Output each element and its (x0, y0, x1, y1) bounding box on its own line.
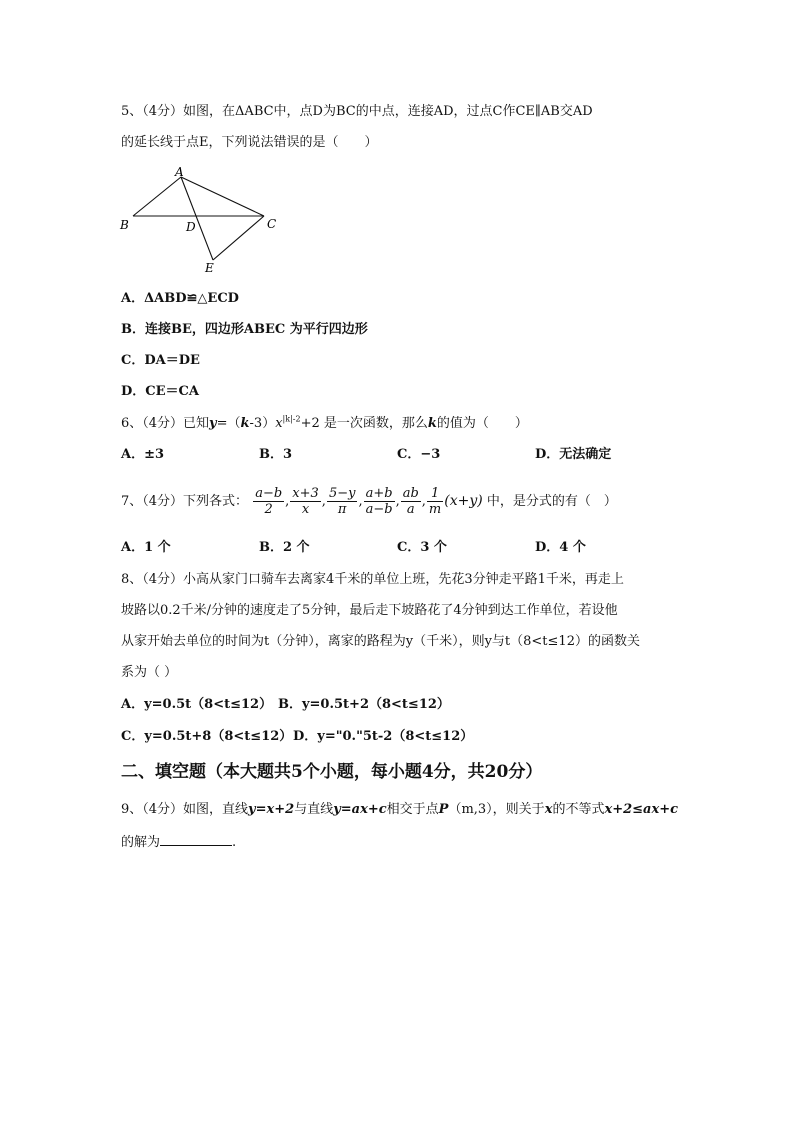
label-D: D (186, 220, 196, 234)
q7-option-a: A．1 个 (121, 540, 171, 555)
q7-sep-1: , (285, 494, 290, 509)
q6-plus2: +2 是一次函数，那么 (300, 416, 428, 431)
q9-x: x (544, 802, 553, 817)
q7-f4-denominator: a−b (365, 502, 393, 517)
q8-stem-line4: 系为（ ） (121, 665, 178, 680)
q6-option-c: C．−3 (397, 447, 441, 462)
q5-option-d: D．CE＝CA (121, 384, 199, 399)
q7-fraction-6 (427, 486, 443, 517)
q6-option-b: B．3 (259, 447, 293, 462)
q6-k2: k (427, 416, 437, 431)
q9-mid3: ，则关于 (492, 802, 545, 817)
q7-option-d: D．4 个 (535, 540, 586, 555)
q6-k: k (240, 416, 250, 431)
q5-stem-line1: 5、（4分）如图，在ΔABC中，点D为BC的中点，连接AD，过点C作CE∥AB交AD (121, 104, 593, 119)
q5-option-b: B．连接BE，四边形ABEC 为平行四边形 (121, 322, 368, 337)
q6-option-d: D．无法确定 (535, 447, 612, 462)
q7-fraction-2 (290, 486, 321, 517)
q5-stem-line2: 的延长线于点E，下列说法错误的是（ ） (121, 135, 378, 150)
q6-stem (121, 416, 528, 432)
q7-f6-denominator: m (428, 502, 442, 517)
q9-mid2: 相交于点 (386, 802, 439, 817)
q7-sep-4: , (395, 494, 400, 509)
q6-exponent: |k|-2 (282, 414, 301, 424)
q5-option-a: A．ΔABD≌△ECD (121, 291, 239, 306)
q9-eq2: y=ax+c (333, 802, 387, 817)
q7-sep-2: , (321, 494, 326, 509)
q7-fraction-1 (253, 486, 284, 517)
q7-f1-denominator: 2 (264, 502, 273, 517)
q7-f5-denominator: a (406, 502, 415, 517)
q7-sep-3: , (358, 494, 363, 509)
label-A: A (175, 165, 184, 179)
q8-option-a: A．y=0.5t（8<t≤12） (121, 697, 273, 712)
q7-f1-numerator: a−b (255, 486, 283, 501)
q7-f6-numerator: 1 (427, 486, 443, 502)
q7-f6-tail: (x+y) (444, 493, 483, 509)
label-C: C (267, 217, 277, 231)
q6-suffix: 的值为（ ） (436, 416, 528, 431)
section-2-heading: 二、填空题（本大题共5个小题，每小题4分，共20分） (121, 762, 543, 782)
q9-prefix: 9、（4分）如图，直线 (121, 802, 249, 817)
q7-fraction-5 (401, 486, 421, 517)
label-E: E (205, 261, 214, 275)
q7-f3-numerator: 5−y (328, 486, 356, 501)
q7-f5-numerator: ab (402, 486, 419, 501)
q9-stem-line2 (121, 833, 236, 851)
q6-x: x (275, 416, 283, 431)
segment-AB (133, 177, 181, 216)
q6-eq-open: =（ (216, 416, 241, 431)
label-B: B (120, 218, 129, 232)
q7-f2-numerator: x+3 (292, 486, 319, 501)
q7-sep-5: , (421, 494, 426, 509)
q7-f4-numerator: a+b (365, 486, 393, 501)
q6-y: y (209, 416, 217, 431)
q9-inequality: x+2≤ax+c (604, 802, 679, 817)
q9-mid1: 与直线 (294, 802, 334, 817)
q9-end: . (232, 835, 237, 850)
q8-stem-line2: 坡路以0.2千米/分钟的速度走了5分钟，最后走下坡路花了4分钟到达工作单位，若设他 (121, 603, 618, 618)
q7-f2-denominator: x (301, 502, 310, 517)
q9-eq1: y=x+2 (248, 802, 295, 817)
q8-option-d: D．y="0."5t-2（8<t≤12） (293, 729, 474, 744)
q6-prefix: 6、（4分）已知 (121, 416, 210, 431)
segment-CE (213, 216, 264, 260)
q8-stem-line1: 8、（4分）小高从家门口骑车去离家4千米的单位上班，先花3分钟走平路1千米，再走上 (121, 572, 624, 587)
q9-coord: （m,3） (448, 802, 493, 817)
q7-fraction-3 (327, 486, 358, 517)
q6-option-a: A．±3 (121, 447, 165, 462)
q9-line2-text: 的解为 (121, 835, 161, 850)
q7-stem (121, 484, 617, 519)
q5-triangle-figure (115, 163, 285, 278)
q9-point-p: P (438, 802, 449, 817)
q7-fraction-4 (364, 486, 395, 517)
q7-suffix: 中，是分式的有（ ） (486, 494, 617, 509)
q8-option-c: C．y=0.5t+8（8<t≤12） (121, 729, 293, 744)
q9-stem-line1 (121, 802, 678, 818)
q5-option-c: C．DA＝DE (121, 353, 200, 368)
q9-mid4: 的不等式 (552, 802, 605, 817)
q7-option-c: C．3 个 (397, 540, 447, 555)
q6-minus3: -3） (249, 416, 276, 431)
q8-option-b: B．y=0.5t+2（8<t≤12） (278, 697, 450, 712)
q7-option-b: B．2 个 (259, 540, 310, 555)
q7-prefix: 7、（4分）下列各式： (121, 494, 249, 509)
q8-stem-line3: 从家开始去单位的时间为t（分钟），离家的路程为y（千米），则y与t（8<t≤12）的函数关 (121, 634, 640, 649)
q7-f3-denominator: π (337, 502, 347, 517)
q9-answer-blank[interactable] (160, 833, 232, 846)
